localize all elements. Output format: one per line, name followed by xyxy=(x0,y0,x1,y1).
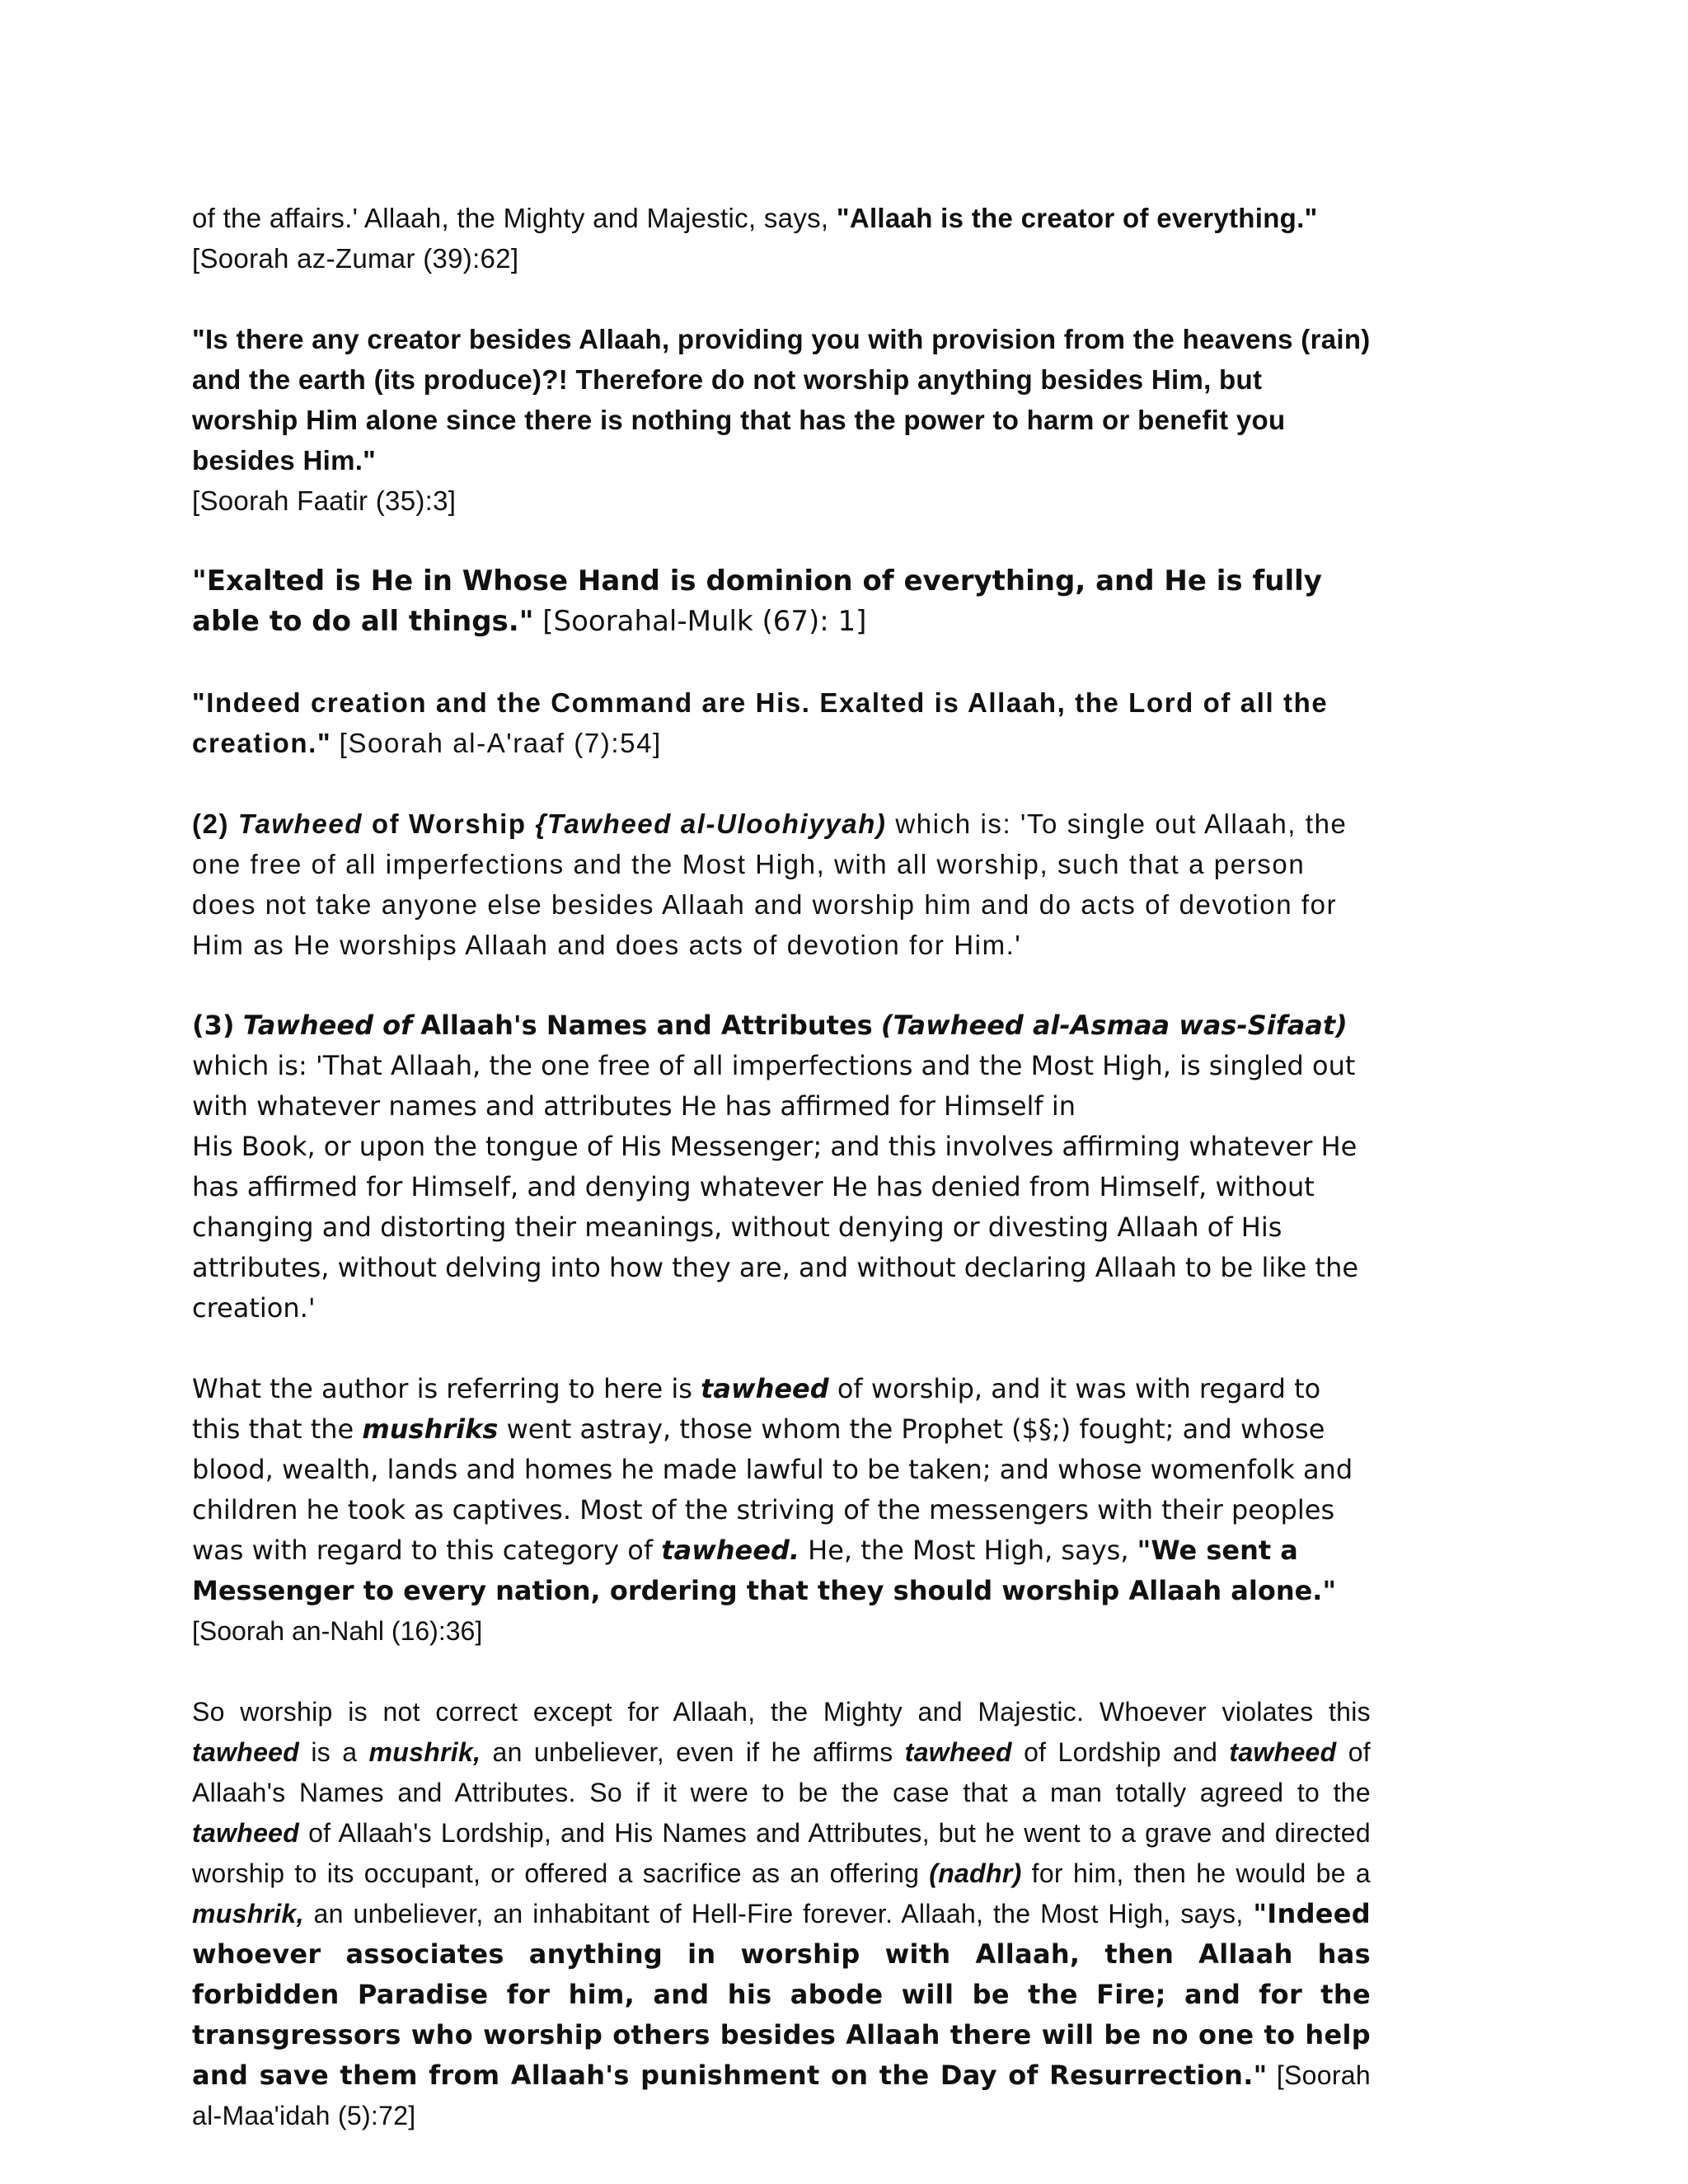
definition-text-continued: His Book, or upon the tongue of His Messenger; and this involves affirming whatever He has affirmed for Himself, and denying whatever He has denied from Himself, without changing and distorting their meanings, without denying or divesting Allaah of His attributes, without delving into how they are, and without declaring Allaah to be like the creation.' xyxy=(192,1131,1359,1324)
paragraph-author-reference xyxy=(192,1369,1371,1652)
term-tawheed: Tawheed xyxy=(237,808,363,839)
quran-quote: "Indeed creation and the Command are His. Exalted is Allaah, the Lord of all the creation." xyxy=(192,687,1329,758)
emphasis-term: tawheed xyxy=(1229,1737,1337,1767)
arabic-term: (Tawheed al-Asmaa was-Sifaat) xyxy=(880,1010,1348,1041)
emphasis-term: mushriks xyxy=(362,1413,499,1445)
emphasis-term: tawheed xyxy=(701,1373,829,1404)
term-tawheed: Tawheed of xyxy=(242,1010,413,1041)
definition-text: which is: 'To single out Allaah, the one free of all imperfections and the Most High, with all worship, such that a person does not take anyone else besides Allaah and worship him and do acts of devotion for Him as He worships Allaah and does acts of devotion for Him.' xyxy=(192,808,1348,960)
emphasis-term: mushrik, xyxy=(192,1899,304,1929)
surah-reference: [Soorahal-Mulk (67): 1] xyxy=(542,605,867,638)
paragraph-worship-correct xyxy=(192,1692,1371,2136)
text-run: went astray, those whom the Prophet ($§;) fought; and whose blood, wealth, lands and homes he made lawful to be taken; and whose womenfolk and children he took as captives. Most of the striving of the messengers with their peoples was with regard to this category of xyxy=(192,1413,1353,1566)
surah-reference: [Soorah Faatir (35):3] xyxy=(192,485,457,516)
text-run: He, the Most High, says, xyxy=(808,1535,1129,1566)
text-run: is a xyxy=(311,1737,358,1767)
text-run: So worship is not correct except for Allaah, the Mighty and Majestic. Whoever violates this xyxy=(192,1697,1371,1727)
emphasis-term: tawheed xyxy=(904,1737,1012,1767)
arabic-term: {Tawheed al-Uloohiyyah) xyxy=(535,808,887,839)
quran-quote: "Exalted is He in Whose Hand is dominion of everything, and He is fully able to do all things." xyxy=(192,565,1322,638)
text-run: of Allaah's Names and Attributes. So if it were to be the case that a man totally agreed to the xyxy=(192,1737,1371,1807)
text-run: an unbeliever, even if he affirms xyxy=(492,1737,893,1767)
text-run: an unbeliever, an inhabitant of Hell-Fire forever. Allaah, the Most High, says, xyxy=(313,1899,1244,1929)
paragraph-mulk xyxy=(192,561,1371,642)
document-page xyxy=(192,198,1371,2136)
paragraph-tawheed-names xyxy=(192,1005,1371,1329)
emphasis-term: tawheed xyxy=(192,1818,300,1848)
text-run: of worship, and it was with regard to this that the xyxy=(192,1373,1321,1445)
text-run: of the affairs.' Allaah, the Mighty and Majestic, says, xyxy=(192,203,829,233)
quran-quote: "Allaah is the creator of everything." xyxy=(836,203,1318,233)
surah-reference: [Soorah az-Zumar (39):62] xyxy=(192,243,519,274)
text-run: for him, then he would be a xyxy=(1031,1858,1371,1888)
emphasis-term: (nadhr) xyxy=(929,1858,1022,1888)
emphasis-term: tawheed. xyxy=(661,1535,799,1566)
emphasis-term: mushrik, xyxy=(368,1737,481,1767)
text-run: of Lordship and xyxy=(1024,1737,1218,1767)
text-run: of Allaah's Lordship, and His Names and Attributes, but he went to a grave and directed worship to its occupant, or offered a sacrifice as an offering xyxy=(192,1818,1371,1888)
emphasis-term: tawheed xyxy=(192,1737,300,1767)
paragraph-tawheed-worship xyxy=(192,804,1371,965)
paragraph-zumar xyxy=(192,198,1371,279)
section-number: (2) xyxy=(192,808,230,839)
surah-reference: [Soorah al-Maa'idah (5):72] xyxy=(192,2060,1371,2130)
paragraph-faatir xyxy=(192,319,1371,521)
section-number: (3) xyxy=(192,1010,235,1041)
definition-text: which is: 'That Allaah, the one free of all imperfections and the Most High, is singled out with whatever names and attributes He has affirmed for Himself in xyxy=(192,1050,1356,1122)
section-title: of Worship xyxy=(371,808,527,839)
text-run: What the author is referring to here is xyxy=(192,1373,692,1404)
paragraph-araaf xyxy=(192,682,1371,763)
quran-quote: "Indeed whoever associates anything in worship with Allaah, then Allaah has forbidden Paradise for him, and his abode will be the Fire; and for the transgressors who worship others besides Allaah there will be no one to help and save them from Allaah's punishment on the Day of Resurrection." xyxy=(192,1898,1372,2091)
quran-quote: "Is there any creator besides Allaah, providing you with provision from the heavens (rain) and the earth (its produce)?! Therefore do not worship anything besides Him, but worship Him alone since there is nothing that has the power to harm or benefit you besides Him." xyxy=(192,324,1371,476)
section-title: Allaah's Names and Attributes xyxy=(420,1010,873,1041)
surah-reference: [Soorah al-A'raaf (7):54] xyxy=(339,728,662,758)
surah-reference: [Soorah an-Nahl (16):36] xyxy=(192,1616,483,1646)
quran-quote: "We sent a Messenger to every nation, ordering that they should worship Allaah alone." xyxy=(192,1535,1337,1606)
